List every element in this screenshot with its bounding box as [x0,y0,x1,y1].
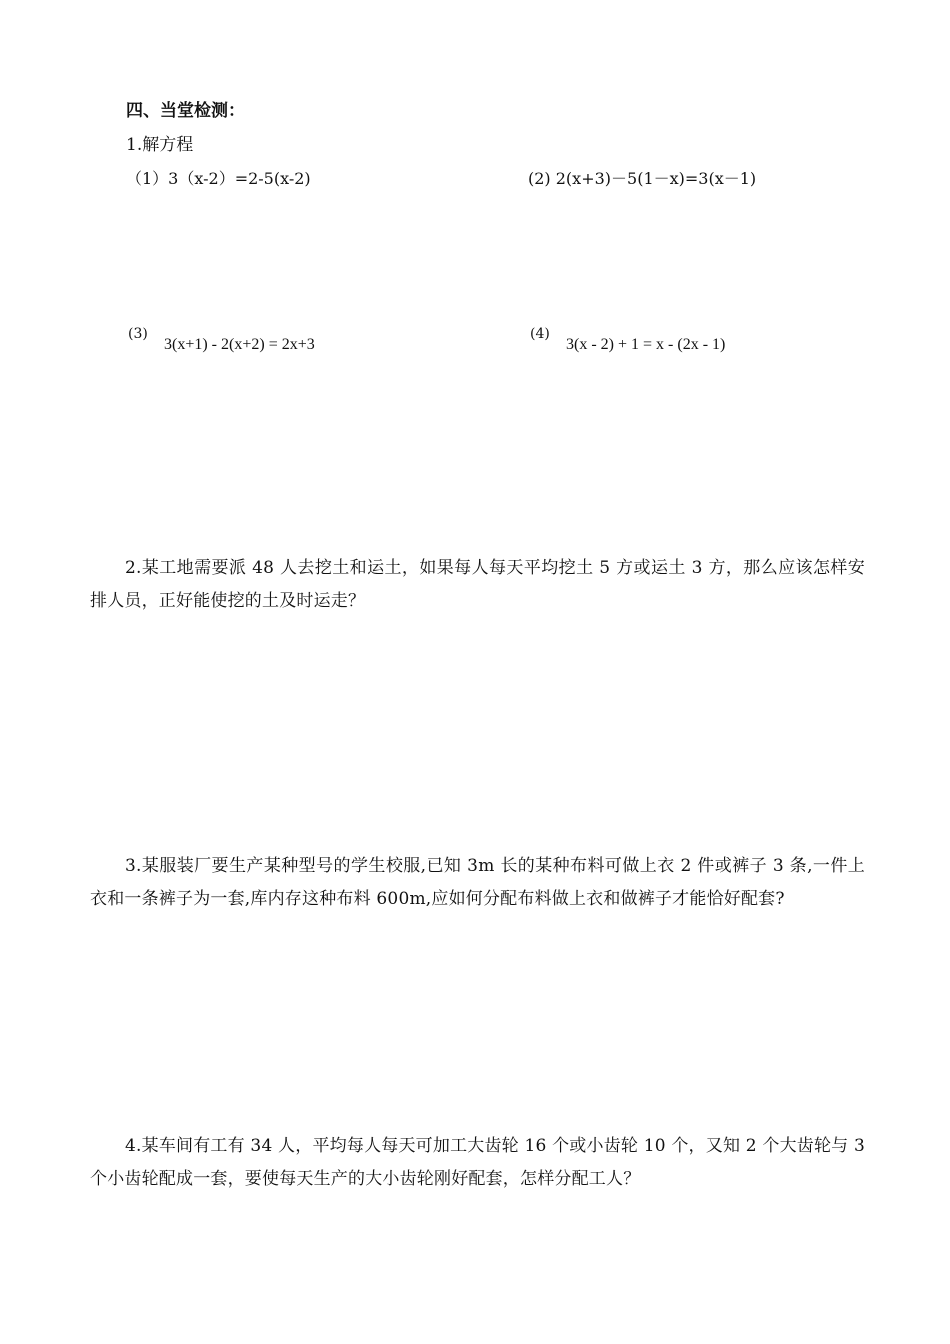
equation-3: 3(x+1) - 2(x+2) = 2x+3 [164,336,315,353]
equation-4: 3(x - 2) + 1 = x - (2x - 1) [566,336,726,353]
question-1-title: 1.解方程 [126,135,194,155]
equation-3-label: (3) [128,326,148,342]
equation-1: （1）3（x-2）=2-5(x-2) [126,169,311,188]
question-2-text: 2.某工地需要派 48 人去挖土和运土，如果每人每天平均挖土 5 方或运土 3 方，那么应该怎样安排人员，正好能使挖的土及时运走？ [90,558,865,611]
equation-2: (2) 2(x+3)－5(1－x)=3(x－1) [528,169,757,188]
section-heading: 四、当堂检测： [126,101,245,121]
equation-4-label: (4) [530,326,550,342]
question-4-text: 4.某车间有工有 34 人，平均每人每天可加工大齿轮 16 个或小齿轮 10 个，又知 2 个大齿轮与 3 个小齿轮配成一套，要使每天生产的大小齿轮刚好配套，怎样分配工人？ [90,1136,865,1189]
question-3-text: 3.某服装厂要生产某种型号的学生校服,已知 3m 长的某种布料可做上衣 2 件或裤子 3 条,一件上衣和一条裤子为一套,库内存这种布料 600m,应如何分配布料做上衣和做裤子才能恰好配套? [90,856,865,909]
